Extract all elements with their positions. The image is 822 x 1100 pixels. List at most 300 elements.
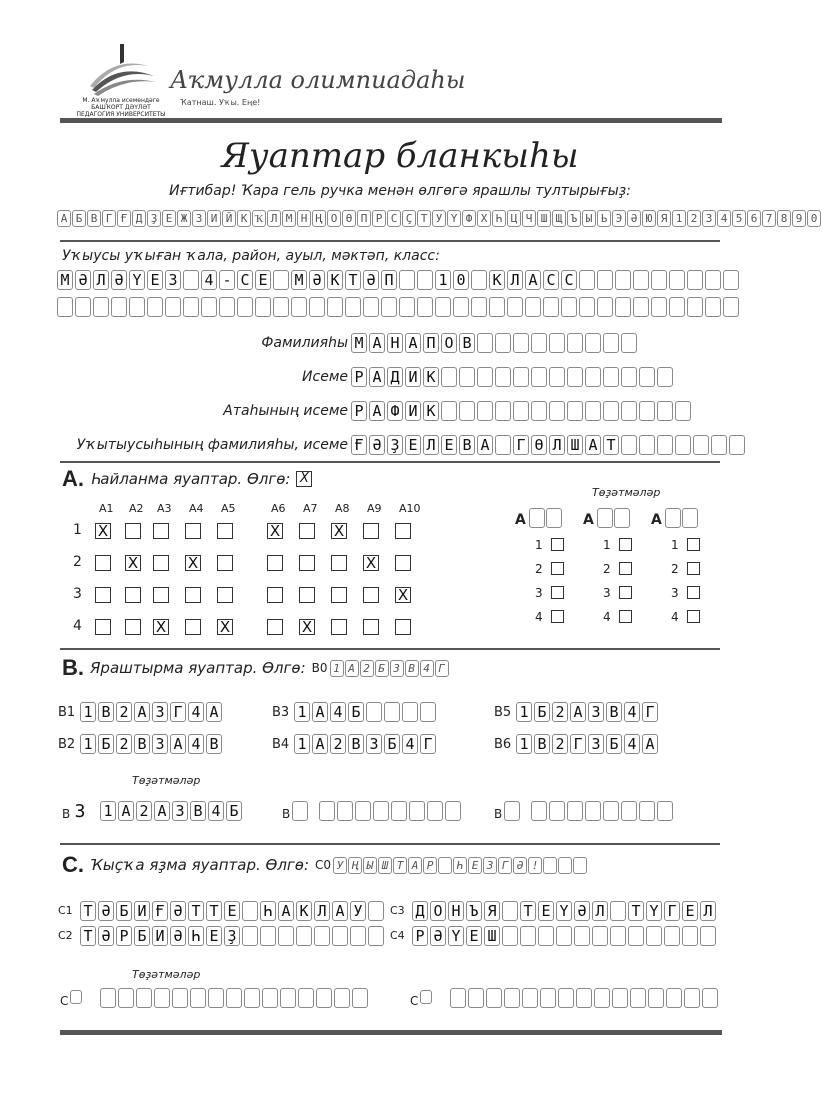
letter-cell[interactable] [687,270,703,290]
correction-cell[interactable] [504,988,520,1008]
letter-cell[interactable] [597,297,613,317]
answer-cell[interactable] [520,926,536,946]
letter-cell[interactable]: Р [351,401,367,421]
answer-cell[interactable] [502,926,518,946]
answer-cell[interactable] [664,926,680,946]
letter-cell[interactable] [549,333,565,353]
correction-checkbox[interactable] [687,538,700,551]
answer-cell[interactable]: Ғ [152,901,168,921]
answer-cells[interactable] [516,702,660,722]
answer-cell[interactable] [700,926,716,946]
letter-cell[interactable] [507,297,523,317]
correction-checkbox[interactable] [551,610,564,623]
answer-cell[interactable] [574,926,590,946]
answer-cell[interactable] [592,926,608,946]
letter-cell[interactable] [579,297,595,317]
answer-cell[interactable]: Б [134,926,150,946]
letter-cell[interactable] [165,297,181,317]
letter-cell[interactable] [711,435,727,455]
letter-cell[interactable] [669,297,685,317]
letter-cell[interactable]: А [369,401,385,421]
answer-cells[interactable] [294,734,438,754]
name-field[interactable] [351,367,675,387]
correction-cell[interactable] [319,801,335,821]
letter-cell[interactable]: М [351,333,367,353]
letter-cell[interactable]: Р [351,367,367,387]
letter-cell[interactable] [651,297,667,317]
correction-checkbox[interactable] [687,610,700,623]
answer-cell[interactable]: 4 [624,702,640,722]
correction-cell[interactable] [612,988,628,1008]
letter-cell[interactable] [657,367,673,387]
answer-checkbox[interactable]: X [217,619,233,635]
answer-cell[interactable]: Л [592,901,608,921]
correction-checkbox[interactable] [619,562,632,575]
answer-cell[interactable]: Е [466,926,482,946]
letter-cell[interactable] [603,401,619,421]
answer-cell[interactable]: Ә [574,901,590,921]
letter-cell[interactable] [75,297,91,317]
letter-cell[interactable]: И [405,367,421,387]
answer-cell[interactable]: 3 [152,702,168,722]
letter-cell[interactable]: А [477,435,493,455]
answer-cell[interactable]: 2 [330,734,346,754]
letter-cell[interactable] [237,297,253,317]
answer-cell[interactable]: Ә [98,901,114,921]
correction-cell[interactable] [684,988,700,1008]
letter-cell[interactable] [615,270,631,290]
correction-cell[interactable] [546,508,562,528]
correction-cell[interactable] [486,988,502,1008]
correction-cell[interactable]: 4 [208,801,224,821]
answer-checkbox[interactable]: X [299,619,315,635]
letter-cell[interactable] [567,367,583,387]
answer-cell[interactable] [332,926,348,946]
answer-cell[interactable]: К [296,901,312,921]
correction-cells[interactable] [450,988,720,1008]
letter-cell[interactable]: А [585,435,601,455]
letter-cell[interactable]: Ш [567,435,583,455]
answer-cell[interactable]: У [350,901,366,921]
answer-cell[interactable] [384,702,400,722]
answer-cell[interactable] [260,926,276,946]
answer-checkbox[interactable] [185,523,201,539]
answer-cell[interactable]: Г [570,734,586,754]
answer-checkbox[interactable] [125,587,141,603]
letter-cell[interactable]: Л [423,435,439,455]
answer-cell[interactable]: Ә [170,901,186,921]
answer-cell[interactable]: 1 [294,734,310,754]
answer-cell[interactable] [502,901,518,921]
letter-cell[interactable] [309,297,325,317]
answer-checkbox[interactable] [299,555,315,571]
correction-cell[interactable] [657,801,673,821]
letter-cell[interactable] [453,297,469,317]
answer-cell[interactable]: Һ [260,901,276,921]
letter-cell[interactable] [585,401,601,421]
letter-cell[interactable] [291,297,307,317]
correction-cell[interactable] [118,988,134,1008]
letter-cell[interactable] [621,367,637,387]
correction-cell[interactable] [702,988,718,1008]
answer-checkbox[interactable] [395,619,411,635]
answer-checkbox[interactable] [95,555,111,571]
letter-cell[interactable] [705,270,721,290]
answer-checkbox[interactable] [153,523,169,539]
letter-cell[interactable]: К [489,270,505,290]
school-field-line2[interactable] [57,297,741,317]
letter-cell[interactable] [183,297,199,317]
answer-cell[interactable]: Г [170,702,186,722]
correction-cell[interactable] [244,988,260,1008]
answer-cell[interactable] [296,926,312,946]
letter-cell[interactable] [417,270,433,290]
letter-cell[interactable] [345,297,361,317]
correction-number-cell[interactable] [420,990,432,1004]
answer-cells[interactable] [80,702,224,722]
correction-cell[interactable] [100,988,116,1008]
correction-checkbox[interactable] [551,586,564,599]
letter-cell[interactable]: С [237,270,253,290]
answer-checkbox[interactable]: X [125,555,141,571]
answer-checkbox[interactable] [217,555,233,571]
answer-cells[interactable] [80,901,386,921]
correction-cell[interactable] [373,801,389,821]
correction-number-cell[interactable]: 3 [74,800,86,822]
letter-cell[interactable] [531,333,547,353]
correction-cell[interactable] [666,988,682,1008]
letter-cell[interactable] [687,297,703,317]
answer-cell[interactable]: Ъ [466,901,482,921]
correction-cell[interactable] [639,801,655,821]
letter-cell[interactable]: Л [549,435,565,455]
letter-cell[interactable]: Ә [363,270,379,290]
answer-cell[interactable] [402,702,418,722]
correction-cells[interactable] [531,801,675,821]
answer-checkbox[interactable] [299,523,315,539]
letter-cell[interactable] [255,297,271,317]
letter-cell[interactable] [327,297,343,317]
letter-cell[interactable] [495,401,511,421]
answer-checkbox[interactable] [267,587,283,603]
answer-cell[interactable]: А [278,901,294,921]
letter-cell[interactable]: Ү [129,270,145,290]
letter-cell[interactable]: Ф [387,401,403,421]
correction-cells[interactable] [319,801,463,821]
answer-cell[interactable]: В [534,734,550,754]
letter-cell[interactable]: Ә [369,435,385,455]
letter-cell[interactable]: Л [507,270,523,290]
letter-cell[interactable] [585,333,601,353]
letter-cell[interactable]: Т [345,270,361,290]
answer-cell[interactable]: В [134,734,150,754]
correction-cell[interactable] [316,988,332,1008]
letter-cell[interactable] [603,367,619,387]
answer-cell[interactable] [420,702,436,722]
correction-cell[interactable] [630,988,646,1008]
letter-cell[interactable] [441,401,457,421]
correction-cell[interactable]: А [154,801,170,821]
answer-checkbox[interactable] [267,619,283,635]
answer-cell[interactable]: А [570,702,586,722]
answer-cell[interactable] [242,901,258,921]
answer-checkbox[interactable]: X [153,619,169,635]
letter-cell[interactable] [477,401,493,421]
letter-cell[interactable] [579,270,595,290]
answer-cell[interactable]: Ү [556,901,572,921]
letter-cell[interactable] [675,401,691,421]
letter-cell[interactable] [657,401,673,421]
answer-cell[interactable]: А [206,702,222,722]
answer-cell[interactable]: Б [606,734,622,754]
answer-cell[interactable]: Г [642,702,658,722]
answer-cell[interactable]: Т [80,926,96,946]
answer-cell[interactable]: 4 [188,702,204,722]
letter-cell[interactable]: С [543,270,559,290]
answer-cell[interactable]: Ә [430,926,446,946]
correction-cell[interactable] [355,801,371,821]
correction-cell[interactable]: 3 [172,801,188,821]
letter-cell[interactable]: Н [387,333,403,353]
answer-cell[interactable]: 3 [588,702,604,722]
answer-checkbox[interactable] [95,587,111,603]
patronymic-field[interactable] [351,401,693,421]
correction-checkbox[interactable] [619,538,632,551]
letter-cell[interactable] [603,333,619,353]
answer-checkbox[interactable] [125,619,141,635]
school-field[interactable] [57,270,741,290]
answer-cell[interactable]: 4 [624,734,640,754]
correction-cell[interactable] [208,988,224,1008]
letter-cell[interactable]: Л [93,270,109,290]
answer-cell[interactable] [610,926,626,946]
letter-cell[interactable] [525,297,541,317]
answer-cell[interactable] [350,926,366,946]
answer-cell[interactable]: 1 [516,734,532,754]
letter-cell[interactable] [471,297,487,317]
letter-cell[interactable] [585,367,601,387]
answer-cell[interactable]: Л [314,901,330,921]
letter-cell[interactable]: И [405,401,421,421]
answer-checkbox[interactable] [217,587,233,603]
answer-cell[interactable]: Г [420,734,436,754]
answer-cell[interactable] [646,926,662,946]
letter-cell[interactable] [513,367,529,387]
answer-cell[interactable]: Ҙ [224,926,240,946]
answer-cell[interactable]: Е [538,901,554,921]
letter-cell[interactable]: Д [387,367,403,387]
answer-cell[interactable]: А [134,702,150,722]
answer-cell[interactable]: Ш [484,926,500,946]
answer-cell[interactable]: А [642,734,658,754]
letter-cell[interactable] [621,333,637,353]
letter-cell[interactable] [489,297,505,317]
answer-cell[interactable]: Е [224,901,240,921]
answer-cell[interactable]: В [98,702,114,722]
answer-cell[interactable]: Е [206,926,222,946]
letter-cell[interactable] [93,297,109,317]
letter-cell[interactable] [129,297,145,317]
answer-cell[interactable]: 1 [80,702,96,722]
correction-cell[interactable]: А [118,801,134,821]
answer-checkbox[interactable] [299,587,315,603]
letter-cell[interactable] [459,401,475,421]
answer-cell[interactable]: 3 [588,734,604,754]
answer-cell[interactable]: Т [188,901,204,921]
letter-cell[interactable] [363,297,379,317]
correction-number-cell[interactable] [504,801,520,821]
correction-cell[interactable] [549,801,565,821]
answer-cell[interactable]: Ү [448,926,464,946]
answer-cell[interactable]: В [348,734,364,754]
letter-cell[interactable] [513,333,529,353]
answer-cell[interactable]: О [430,901,446,921]
answer-cells[interactable] [294,702,438,722]
answer-checkbox[interactable] [217,523,233,539]
letter-cell[interactable]: Ҙ [387,435,403,455]
letter-cell[interactable]: Е [441,435,457,455]
answer-cells[interactable] [412,901,718,921]
answer-cell[interactable]: 1 [516,702,532,722]
correction-cell[interactable]: Б [226,801,242,821]
correction-checkbox[interactable] [551,562,564,575]
correction-cell[interactable] [682,508,698,528]
correction-cell[interactable] [540,988,556,1008]
letter-cell[interactable] [549,367,565,387]
letter-cell[interactable] [183,270,199,290]
letter-cell[interactable] [399,297,415,317]
correction-cell[interactable]: В [190,801,206,821]
answer-cell[interactable] [538,926,554,946]
correction-cell[interactable] [298,988,314,1008]
correction-cell[interactable] [468,988,484,1008]
letter-cell[interactable]: О [441,333,457,353]
answer-checkbox[interactable]: X [363,555,379,571]
letter-cell[interactable]: В [459,435,475,455]
correction-cell[interactable] [531,801,547,821]
answer-cell[interactable] [610,901,626,921]
correction-cell[interactable] [172,988,188,1008]
letter-cell[interactable]: Ә [309,270,325,290]
answer-cells[interactable] [80,926,386,946]
correction-cell[interactable] [226,988,242,1008]
answer-cell[interactable]: Ү [646,901,662,921]
correction-cell[interactable] [603,801,619,821]
answer-cell[interactable]: 1 [294,702,310,722]
letter-cell[interactable] [615,297,631,317]
answer-cell[interactable]: Л [700,901,716,921]
answer-cell[interactable]: 1 [80,734,96,754]
answer-cell[interactable] [628,926,644,946]
answer-cell[interactable]: 3 [152,734,168,754]
correction-cell[interactable] [558,988,574,1008]
letter-cell[interactable] [495,435,511,455]
answer-checkbox[interactable] [331,587,347,603]
letter-cell[interactable]: А [369,333,385,353]
answer-cell[interactable]: 2 [552,734,568,754]
letter-cell[interactable] [657,435,673,455]
correction-cell[interactable] [648,988,664,1008]
correction-cell[interactable] [594,988,610,1008]
answer-checkbox[interactable] [267,555,283,571]
correction-cell[interactable] [597,508,613,528]
letter-cell[interactable] [633,297,649,317]
answer-checkbox[interactable] [153,587,169,603]
correction-cell[interactable] [427,801,443,821]
answer-cell[interactable]: Б [534,702,550,722]
answer-checkbox[interactable] [125,523,141,539]
answer-checkbox[interactable] [395,523,411,539]
correction-checkbox[interactable] [619,586,632,599]
letter-cell[interactable]: С [561,270,577,290]
answer-cell[interactable]: Ә [170,926,186,946]
letter-cell[interactable]: Ә [75,270,91,290]
correction-cell[interactable] [665,508,681,528]
answer-cell[interactable]: Д [412,901,428,921]
answer-cell[interactable]: Б [98,734,114,754]
answer-cell[interactable] [682,926,698,946]
letter-cell[interactable] [567,333,583,353]
answer-checkbox[interactable] [395,555,411,571]
letter-cell[interactable]: Ғ [351,435,367,455]
answer-cell[interactable]: Е [682,901,698,921]
answer-cell[interactable]: А [312,702,328,722]
answer-checkbox[interactable]: X [395,587,411,603]
answer-cell[interactable]: В [606,702,622,722]
correction-checkbox[interactable] [687,586,700,599]
correction-cell[interactable] [576,988,592,1008]
correction-cell[interactable] [567,801,583,821]
correction-cell[interactable] [614,508,630,528]
letter-cell[interactable]: З [165,270,181,290]
answer-checkbox[interactable] [185,619,201,635]
letter-cell[interactable] [513,401,529,421]
answer-cell[interactable]: Р [412,926,428,946]
letter-cell[interactable] [693,435,709,455]
correction-cell[interactable] [262,988,278,1008]
letter-cell[interactable] [435,297,451,317]
answer-checkbox[interactable] [95,619,111,635]
correction-number-cell[interactable] [70,990,82,1004]
answer-cell[interactable] [366,702,382,722]
answer-cell[interactable]: 3 [366,734,382,754]
correction-cell[interactable] [529,508,545,528]
answer-cells[interactable] [80,734,224,754]
letter-cell[interactable] [639,401,655,421]
letter-cell[interactable] [651,270,667,290]
correction-cell[interactable] [585,801,601,821]
letter-cell[interactable]: - [219,270,235,290]
answer-cell[interactable] [556,926,572,946]
correction-cell[interactable] [409,801,425,821]
letter-cell[interactable] [471,270,487,290]
letter-cell[interactable] [273,297,289,317]
letter-cell[interactable] [399,270,415,290]
answer-cell[interactable]: 4 [188,734,204,754]
letter-cell[interactable] [57,297,73,317]
answer-checkbox[interactable]: X [267,523,283,539]
correction-cell[interactable]: 2 [136,801,152,821]
letter-cell[interactable]: П [381,270,397,290]
letter-cell[interactable] [531,367,547,387]
letter-cell[interactable]: К [423,367,439,387]
correction-cell[interactable] [445,801,461,821]
answer-cell[interactable] [368,926,384,946]
letter-cell[interactable] [639,367,655,387]
letter-cell[interactable]: 1 [435,270,451,290]
letter-cell[interactable] [567,401,583,421]
letter-cell[interactable] [477,367,493,387]
